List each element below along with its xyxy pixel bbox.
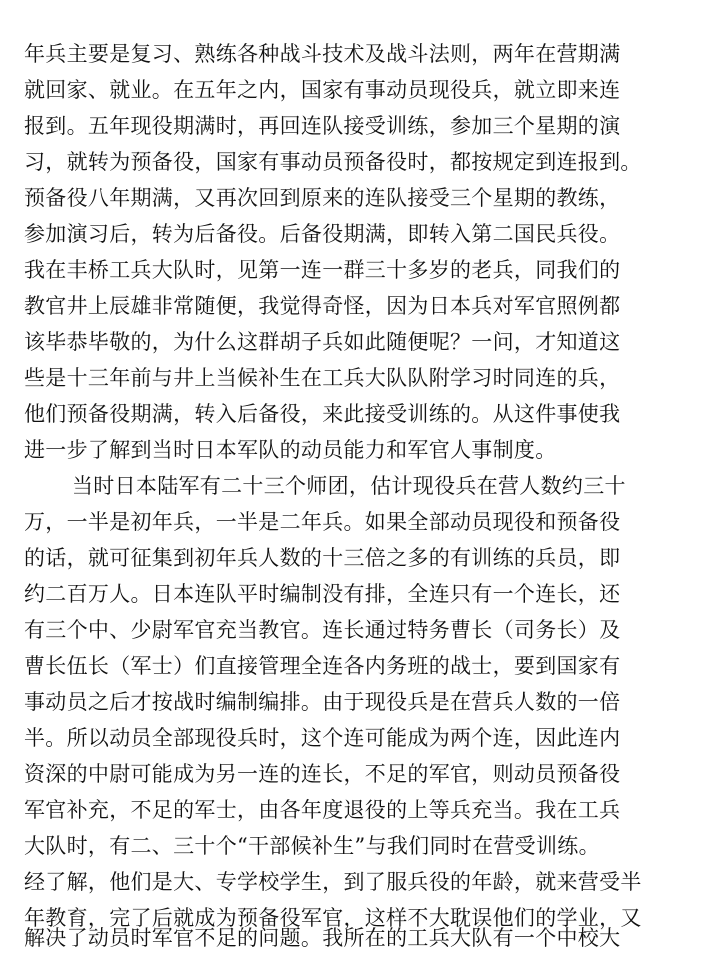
text-line: 该毕恭毕敬的，为什么这群胡子兵如此随便呢？一问，才知道这 xyxy=(24,330,621,354)
text-line: 有三个中、少尉军官充当教官。连长通过特务曹长（司务长）及 xyxy=(24,618,621,642)
text-line: 大队时，有二、三十个“干部候补生”与我们同时在营受训练。 xyxy=(24,834,600,858)
text-line: 约二百万人。日本连队平时编制没有排，全连只有一个连长，还 xyxy=(24,582,621,606)
text-line: 报到。五年现役期满时，再回连队接受训练，参加三个星期的演 xyxy=(24,114,621,138)
text-line: 我在丰桥工兵大队时，见第一连一群三十多岁的老兵，同我们的 xyxy=(24,258,621,282)
text-line: 参加演习后，转为后备役。后备役期满，即转入第二国民兵役。 xyxy=(24,222,621,246)
text-line: 些是十三年前与井上当候补生在工兵大队队附学习时同连的兵， xyxy=(24,366,621,390)
text-line: 进一步了解到当时日本军队的动员能力和军官人事制度。 xyxy=(24,438,557,462)
text-line: 半。所以动员全部现役兵时，这个连可能成为两个连，因此连内 xyxy=(24,726,621,750)
text-line: 教官井上辰雄非常随便，我觉得奇怪，因为日本兵对军官照例都 xyxy=(24,294,621,318)
text-line: 军官补充，不足的军士，由各年度退役的上等兵充当。我在工兵 xyxy=(24,798,621,822)
text-line: 他们预备役期满，转入后备役，来此接受训练的。从这件事使我 xyxy=(24,402,621,426)
text-line: 就回家、就业。在五年之内，国家有事动员现役兵，就立即来连 xyxy=(24,78,621,102)
text-line: 万，一半是初年兵，一半是二年兵。如果全部动员现役和预备役 xyxy=(24,510,621,534)
text-line: 曹长伍长（军士）们直接管理全连各内务班的战士，要到国家有 xyxy=(24,654,621,678)
text-line: 经了解，他们是大、专学校学生，到了服兵役的年龄，就来营受半 xyxy=(24,870,642,894)
text-line: 解决了动员时军官不足的问题。我所在的工兵大队有一个中校大 xyxy=(24,926,621,950)
text-line: 事动员之后才按战时编制编排。由于现役兵是在营兵人数的一倍 xyxy=(24,690,621,714)
text-line: 习，就转为预备役，国家有事动员预备役时，都按规定到连报到。 xyxy=(24,150,642,174)
paragraph-start-line: 当时日本陆军有二十三个师团，估计现役兵在营人数约三十 xyxy=(72,474,626,498)
text-line: 的话，就可征集到初年兵人数的十三倍之多的有训练的兵员，即 xyxy=(24,546,621,570)
text-line: 资深的中尉可能成为另一连的连长，不足的军官，则动员预备役 xyxy=(24,762,621,786)
text-line: 年兵主要是复习、熟练各种战斗技术及战斗法则，两年在营期满 xyxy=(24,42,621,66)
text-line: 预备役八年期满，又再次回到原来的连队接受三个星期的教练， xyxy=(24,186,621,210)
text-line: 年教育，完了后就成为预备役军官，这样不大耽误他们的学业，又 xyxy=(24,906,642,930)
